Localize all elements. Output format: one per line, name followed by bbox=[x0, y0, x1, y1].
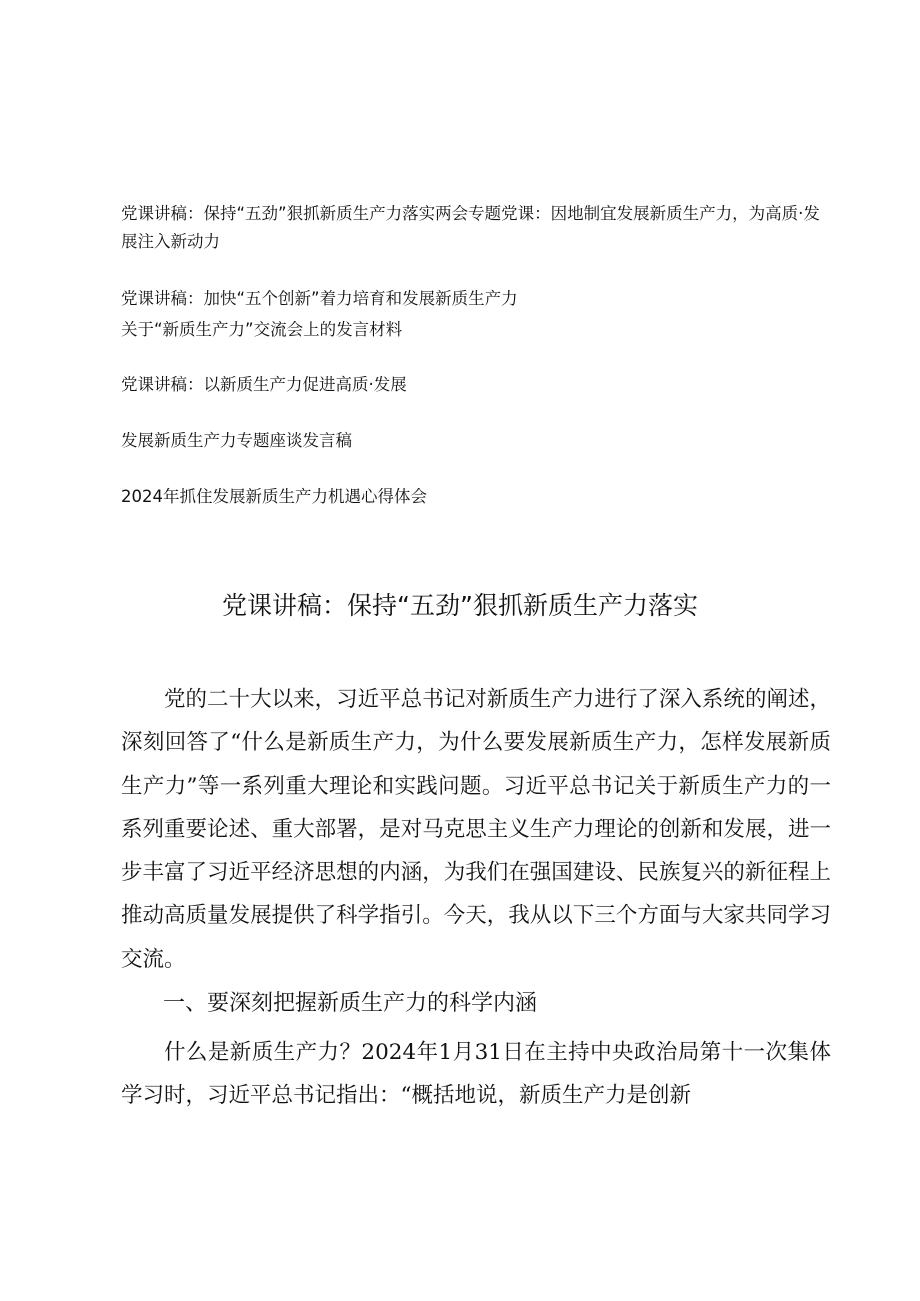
intro-paragraph: 党的二十大以来，习近平总书记对新质生产力进行了深入系统的阐述，深刻回答了“什么是新质生产力，为什么要发展新质生产力，怎样发展新质生产力”等一系列重大理论和实践问题。习近平总书记关于新质生产力的一系列重要论述、重大部署，是对马克思主义生产力理论的创新和发展，进一步丰富了习近平经济思想的内涵，为我们在强国建设、民族复兴的新征程上推动高质量发展提供了科学指引。今天，我从以下三个方面与大家共同学习交流。 bbox=[121, 687, 831, 972]
section-1-body bbox=[121, 1031, 831, 1118]
toc-entry[interactable]: 发展新质生产力专题座谈发言稿 bbox=[121, 431, 352, 450]
toc-entry[interactable]: 关于“新质生产力”交流会上的发言材料 bbox=[121, 320, 403, 339]
document-title: 党课讲稿：保持“五劲”狠抓新质生产力落实 bbox=[222, 591, 698, 620]
intro-section bbox=[121, 678, 831, 981]
toc-entry[interactable]: 党课讲稿：以新质生产力促进高质·发展 bbox=[121, 375, 407, 394]
toc-entry[interactable]: 党课讲稿：加快“五个创新”着力培育和发展新质生产力 bbox=[121, 289, 518, 308]
section-paragraph: 什么是新质生产力？2024年1月31日在主持中央政治局第十一次集体学习时，习近平总书记指出：“概括地说，新质生产力是创新 bbox=[121, 1040, 831, 1109]
toc-entry[interactable]: 党课讲稿：保持“五劲”狠抓新质生产力落实两会专题党课：因地制宜发展新质生产力，为高质·发展注入新动力 bbox=[121, 204, 820, 251]
section-heading: 一、要深刻把握新质生产力的科学内涵 bbox=[163, 991, 538, 1016]
toc-entry[interactable]: 2024年抓住发展新质生产力机遇心得体会 bbox=[121, 487, 427, 506]
